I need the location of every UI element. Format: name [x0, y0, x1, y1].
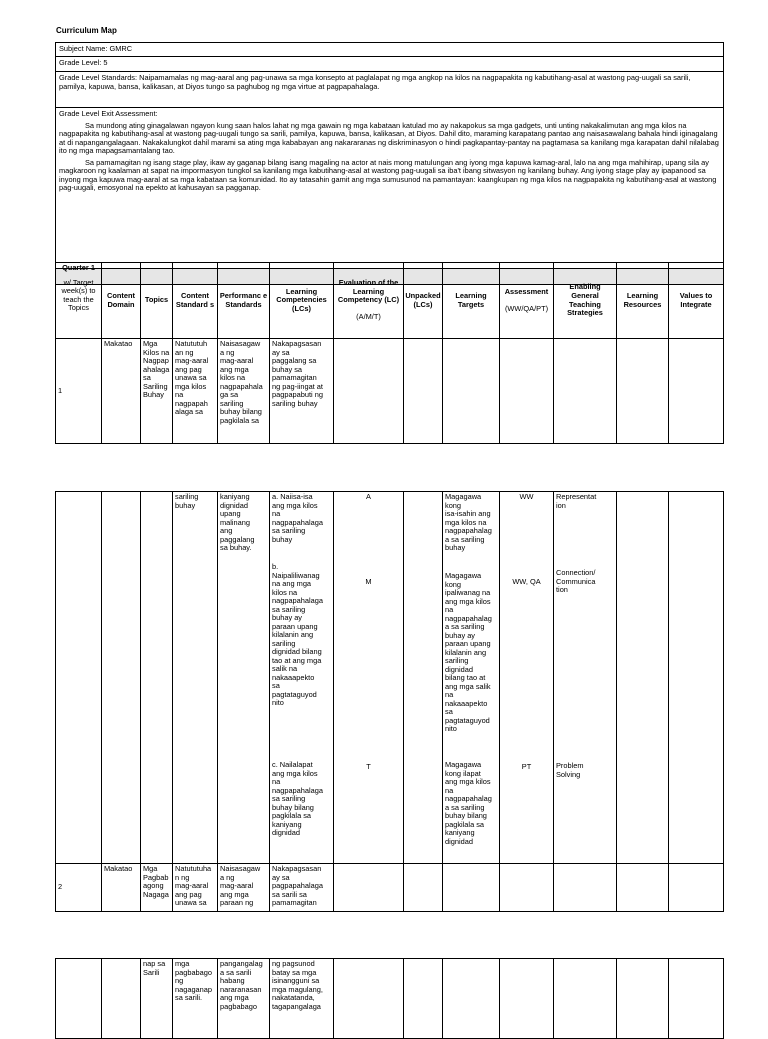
performance-standards-header: Performanc e Standards	[218, 263, 270, 339]
evaluation-a: A	[366, 492, 371, 501]
domain-cell: Makatao	[102, 864, 141, 912]
assessment-cell	[500, 864, 554, 912]
performance-standard-cell: pangangalag a sa sarili habang nararanasan ang mga pagbabago	[218, 959, 270, 1039]
week-cell	[56, 959, 102, 1039]
learning-targets-header: Learning Targets	[443, 263, 500, 339]
content-standard-cell: Natututuha n ng mag-aaral ang pag unawa sa	[173, 864, 218, 912]
curriculum-map-table-continued	[55, 491, 724, 912]
values-cell	[669, 492, 724, 864]
unpacked-header: Unpacked (LCs)	[404, 263, 443, 339]
week-cell	[56, 492, 102, 864]
assessment-b: WW, QA	[512, 577, 541, 586]
evaluation-header: Evaluation of the Learning Competency (LC) (A/M/T)	[334, 263, 404, 339]
learning-target-cell	[443, 339, 500, 444]
document-title: Curriculum Map	[56, 26, 117, 35]
performance-standard-cell: Naisasagaw a ng mag-aaral ang mga kilos na nagpapahala ga sa sariling buhay bilang pagkilala sa	[218, 339, 270, 444]
content-standards-header: Content Standard s	[173, 263, 218, 339]
learning-target-b: Magagawa kong ipaliwanag na ang mga kilos na nagpapahalag a sa sariling buhay ay paraan upang kilalanin ang sariling dignidad bilang tao at ang mga salik na nakaaapekto sa pagtataguyod nito	[445, 571, 492, 734]
topics-cell: Mga Pagbab agong Nagaga	[141, 864, 173, 912]
assessment-sub: (WW/QA/PT)	[504, 303, 549, 313]
unpacked-cell	[404, 864, 443, 912]
competency-cell: ng pagsunod batay sa mga isinangguni sa mga magulang, nakatatanda, tagapangalaga	[270, 959, 334, 1039]
assessment-cell	[500, 492, 554, 864]
resources-cell	[617, 339, 669, 444]
evaluation-b: M	[365, 577, 372, 586]
resources-cell	[617, 959, 669, 1039]
competency-a: a. Naiisa-isa ang mga kilos na nagpapahalaga sa sariling buhay	[272, 492, 323, 544]
competency-cell: Nakapagsasan ay sa pagpapahalaga sa sarili sa pamamagitan	[270, 864, 334, 912]
curriculum-map-table-continued-2	[55, 958, 724, 1039]
assessment-header: Assessment (WW/QA/PT)	[500, 263, 554, 339]
evaluation-cell	[334, 864, 404, 912]
assessment-c: PT	[521, 762, 532, 771]
values-cell	[669, 864, 724, 912]
exit-assessment	[56, 108, 724, 269]
grade-level-standards: Grade Level Standards: Naipamamalas ng mag-aaral ang pag-unawa sa mga konsepto at paglalapat ng mga angkop na kilos na nagpapakita ng kabutihang-asal at wastong pag-uugali sa sarili, pamilya, kapuwa, bansa, kalikasan, at Diyos tungo sa paghubog ng mga virtue at pagpapahalaga.	[56, 72, 724, 108]
unpacked-cell	[404, 492, 443, 864]
content-standard-cell: mga pagbabago ng nagaganap sa sarili.	[173, 959, 218, 1039]
assessment-cell	[500, 959, 554, 1039]
competency-c: c. Nailalapat ang mga kilos na nagpapahalaga sa sariling buhay bilang pagkilala sa kaniyang dignidad	[272, 760, 323, 838]
content-domain-header: Content Domain	[102, 263, 141, 339]
unpacked-cell	[404, 959, 443, 1039]
strategy-cell	[554, 339, 617, 444]
strategy-cell	[554, 492, 617, 864]
values-header: Values to Integrate	[669, 263, 724, 339]
strategy-a: Representat ion	[556, 492, 597, 510]
grade-level: Grade Level: 5	[56, 57, 724, 72]
learning-target-cell	[443, 959, 500, 1039]
assessment-cell	[500, 339, 554, 444]
header-table	[55, 42, 724, 285]
strategy-cell	[554, 864, 617, 912]
strategy-cell	[554, 959, 617, 1039]
competency-cell: Nakapagsasan ay sa paggalang sa buhay sa pamamagitan ng pag-iingat at pagpapabuti ng sariling buhay	[270, 339, 334, 444]
topics-cell: nap sa Sarili	[141, 959, 173, 1039]
topics-header: Topics	[141, 263, 173, 339]
values-cell	[669, 959, 724, 1039]
evaluation-cell	[334, 492, 404, 864]
resources-cell	[617, 492, 669, 864]
learning-target-cell	[443, 864, 500, 912]
strategy-c: Problem Solving	[556, 761, 584, 779]
content-standard-cell: sariling buhay	[173, 492, 218, 864]
domain-cell	[102, 959, 141, 1039]
unpacked-cell	[404, 339, 443, 444]
target-week-label: w/ Target week(s) to teach the Topics	[61, 277, 96, 313]
performance-standard-cell: kaniyang dignidad upang malinang ang paggalang sa buhay.	[218, 492, 270, 864]
evaluation-sub: (A/M/T)	[356, 312, 381, 322]
learning-target-c: Magagawa kong ilapat ang mga kilos na nagpapahalag a sa sariling buhay bilang pagkilala sa kaniyang dignidad	[445, 760, 492, 846]
curriculum-map-table	[55, 262, 724, 444]
resources-cell	[617, 864, 669, 912]
learning-competencies-header: Learning Competencies (LCs)	[270, 263, 334, 339]
week-cell: 1	[56, 339, 102, 444]
week-cell: 2	[56, 864, 102, 912]
values-cell	[669, 339, 724, 444]
table-row	[56, 492, 724, 864]
topics-cell	[141, 492, 173, 864]
domain-cell: Makatao	[102, 339, 141, 444]
evaluation-c: T	[366, 762, 371, 771]
content-standard-cell: Natututuh an ng mag-aaral ang pag unawa sa mga kilos na nagpapah alaga sa	[173, 339, 218, 444]
quarter-header: Quarter 1 w/ Target week(s) to teach the Topics	[56, 263, 102, 339]
strategy-b: Connection/ Communica tion	[556, 568, 596, 595]
enabling-strategies-header: Enabling General Teaching Strategies	[554, 263, 617, 339]
exit-assessment-label: Grade Level Exit Assessment:	[59, 109, 158, 118]
table-row	[56, 959, 724, 1039]
table-row	[56, 339, 724, 444]
exit-assessment-paragraph-1: Sa mundong ating ginagalawan ngayon kung saan halos lahat ng mga gawain ng mga kabataan katulad mo ay nakapokus sa mga gadgets, unti unting nakakalimutan ang mga kilos na nagpapakita ng kabutihang-asal at wastong pag-uugali tungo sa sarili, pamilya, kapuwa, bansa, kalikasan, at Diyos. Dahil dito, maraming karapatang pantao ang naisasawalang bahala hindi iginagalang at di napangangalagaan. Nakakalungkot dahil marami sa ating mga kababayan ang nakararanas ng diskriminasyon o hindi pagkapantay-pantay na pagtamasa sa kanilang mga karapatan dahil nilalabag ito ng mga mapagsamantalang tao.	[59, 120, 719, 156]
evaluation-cell	[334, 339, 404, 444]
performance-standard-cell: Naisasagaw a ng mag-aaral ang mga paraan ng	[218, 864, 270, 912]
learning-target-cell	[443, 492, 500, 864]
learning-resources-header: Learning Resources	[617, 263, 669, 339]
domain-cell	[102, 492, 141, 864]
assessment-a: WW	[519, 492, 534, 501]
table-row	[56, 864, 724, 912]
competency-b: b. Naipaliliwanag na ang mga kilos na nagpapahalaga sa sariling buhay ay paraan upang kilalanin ang sariling dignidad bilang tao at ang mga salik na nakaaapekto sa pagtataguyod nito	[272, 562, 323, 708]
evaluation-cell	[334, 959, 404, 1039]
exit-assessment-paragraph-2: Sa pamamagitan ng isang stage play, ikaw ay gaganap bilang isang magaling na actor at nais mong matulungan ang iyong mga kapuwa kamag-aral, lalo na ang mga mahihirap, upang sila ay magkaroon ng kaalaman at sapat na impormasyon tungkol sa kanilang mga kabutihang-asal at wastong pag-uugali sa iba't ibang sitwasyon ng kanilang buhay. Ang iyong stage play ay ipapanood sa inyong mga kapuwa mag-aaral at sa mga kabataan sa komunidad. Ito ay tatasahin gamit ang mga sumusunod na pamantayan: kaangkupan ng mga kilos na nagpapakita ng kabutihang-asal at wastong pag-uugali, emosyonal na epekto at kahusayan sa pagganap.	[59, 157, 717, 193]
competency-cell	[270, 492, 334, 864]
column-header-row	[56, 263, 724, 339]
topics-cell: Mga Kilos na Nagpap ahalaga sa Sariling Buhay	[141, 339, 173, 444]
subject-name: Subject Name: GMRC	[56, 43, 724, 57]
learning-target-a: Magagawa kong isa-isahin ang mga kilos na nagpapahalag a sa sariling buhay	[445, 492, 492, 553]
